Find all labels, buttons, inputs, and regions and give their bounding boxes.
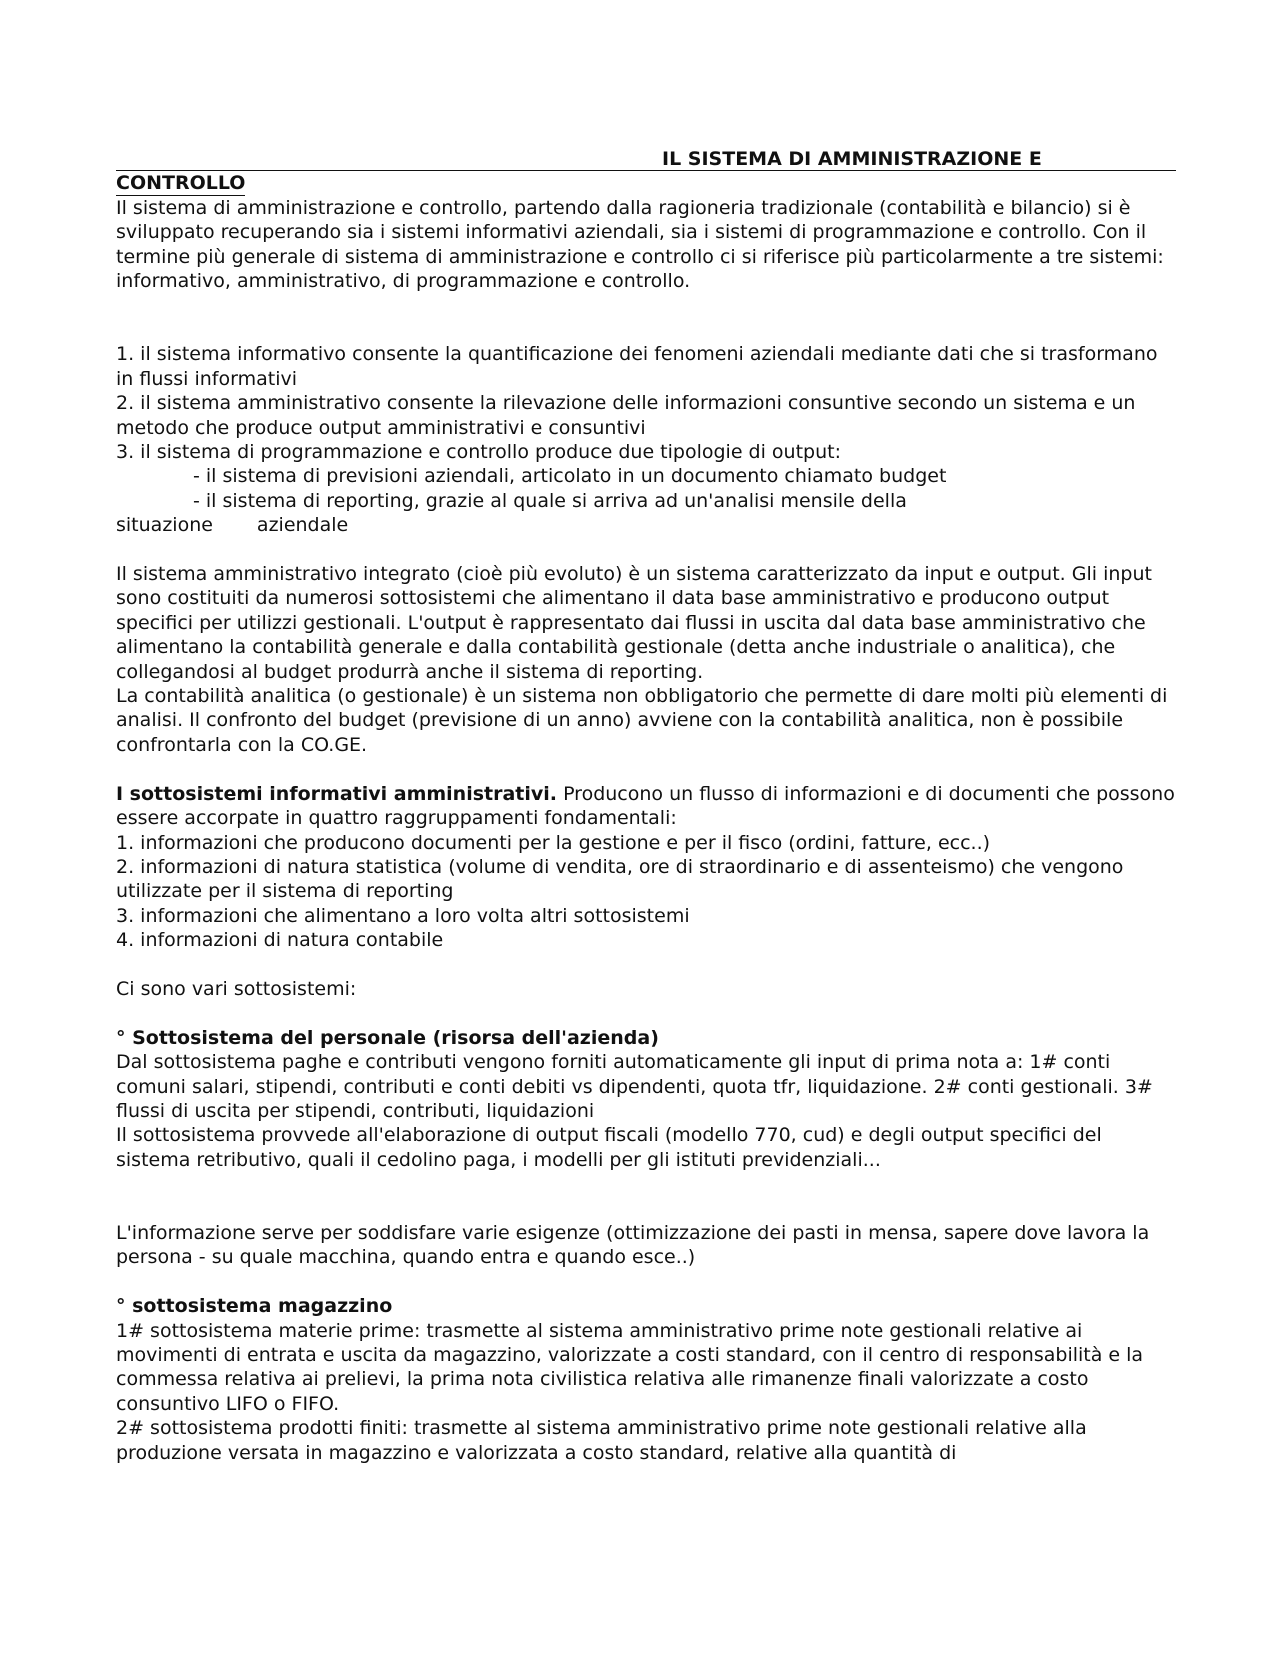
personnel-heading: ° Sottosistema del personale (risorsa dell'azienda) (116, 1026, 659, 1049)
warehouse-paragraph-2: 2# sottosistema prodotti finiti: trasmette al sistema amministrativo prime note gestionali relative alla produzione versata in magazzino e valorizzata a costo standard, relative alla quantità di (116, 1417, 1087, 1464)
personnel-paragraph-2: Il sottosistema provvede all'elaborazione di output fiscali (modello 770, cud) e degli output specifici del sistema retributivo, quali il cedolino paga, i modelli per gli istituti previdenziali... (116, 1124, 1102, 1171)
various-subsystems: Ci sono vari sottosistemi: (116, 977, 357, 1000)
personnel-paragraph-1: Dal sottosistema paghe e contributi vengono forniti automaticamente gli input di prima nota a: 1# conti comuni salari, stipendi, contributi e conti debiti vs dipendenti, quota tfr, liquidazione. 2# conti gestionali. 3# flussi di uscita per stipendi, contributi, liquidazioni (116, 1051, 1153, 1122)
list-item: 1. informazioni che producono documenti per la gestione e per il fisco (ordini, fatture, ecc..) (116, 831, 991, 854)
output-item-budget: - il sistema di previsioni aziendali, articolato in un documento chiamato budget (193, 465, 947, 488)
subsystems-intro: Producono un flusso di informazioni e di documenti che possono essere accorpate in quattro raggruppamenti fondamentali: (116, 782, 1175, 830)
list-item: 2. il sistema amministrativo consente la rilevazione delle informazioni consuntive secondo un sistema e un metodo che produce output amministrativi e consuntivi (116, 392, 1136, 439)
analytic-accounting-paragraph: La contabilità analitica (o gestionale) è un sistema non obbligatorio che permette di dare molti più elementi di analisi. Il confronto del budget (previsione di un anno) avviene con la contabilità analitica, non è possibile confrontarla con la CO.GE. (116, 685, 1168, 756)
subsystems-paragraph (116, 782, 1176, 831)
intro-paragraph: Il sistema di amministrazione e controllo, partendo dalla ragioneria tradizionale (contabilità e bilancio) si è sviluppato recuperando sia i sistemi informativi aziendali, sia i sistemi di programmazione e controllo. Con il termine più generale di sistema di amministrazione e controllo ci si riferisce più particolarmente a tre sistemi: informativo, amministrativo, di programmazione e controllo. (116, 197, 1164, 293)
integrated-system-paragraph: Il sistema amministrativo integrato (cioè più evoluto) è un sistema caratterizzato da input e output. Gli input sono costituiti da numerosi sottosistemi che alimentano il data base amministrativo e producono output specifici per utilizzi gestionali. L'output è rappresentato dai flussi in uscita dal data base amministrativo che alimentano la contabilità generale e dalla contabilità gestionale (detta anche industriale o analitica), che collegandosi al budget produrrà anche il sistema di reporting. (116, 563, 1152, 683)
document-page (116, 146, 1176, 1465)
list-item: 4. informazioni di natura contabile (116, 929, 444, 952)
title-line-1 (116, 146, 1176, 171)
page-title-continued: CONTROLLO (116, 172, 246, 194)
page-title: IL SISTEMA DI AMMINISTRAZIONE E (662, 148, 1042, 170)
output-item-continuation (116, 513, 1176, 537)
output-item-reporting: - il sistema di reporting, grazie al quale si arriva ad un'analisi mensile della (193, 489, 907, 512)
aziendale-word: aziendale (256, 514, 349, 537)
list-item: 3. informazioni che alimentano a loro volta altri sottosistemi (116, 904, 690, 927)
situazione-word: situazione (116, 514, 213, 537)
subsystems-heading: I sottosistemi informativi amministrativi. (116, 782, 558, 805)
warehouse-paragraph-1: 1# sottosistema materie prime: trasmette al sistema amministrativo prime note gestionali relative ai movimenti di entrata e uscita da magazzino, valorizzate a costi standard, con il centro di responsabilità e la commessa relativa ai prelievi, la prima nota civilistica relativa alle rimanenze finali valorizzate a costo consuntivo LIFO o FIFO. (116, 1319, 1144, 1415)
warehouse-heading: ° sottosistema magazzino (116, 1295, 393, 1318)
list-item: 2. informazioni di natura statistica (volume di vendita, ore di straordinario e di assenteismo) che vengono utilizzate per il sistema di reporting (116, 855, 1124, 903)
list-item: 3. il sistema di programmazione e controllo produce due tipologie di output: (116, 441, 842, 464)
information-paragraph: L'informazione serve per soddisfare varie esigenze (ottimizzazione dei pasti in mensa, sapere dove lavora la persona - su quale macchina, quando entra e quando esce..) (116, 1221, 1150, 1269)
list-item: 1. il sistema informativo consente la quantificazione dei fenomeni aziendali mediante dati che si trasformano in flussi informativi (116, 343, 1158, 390)
